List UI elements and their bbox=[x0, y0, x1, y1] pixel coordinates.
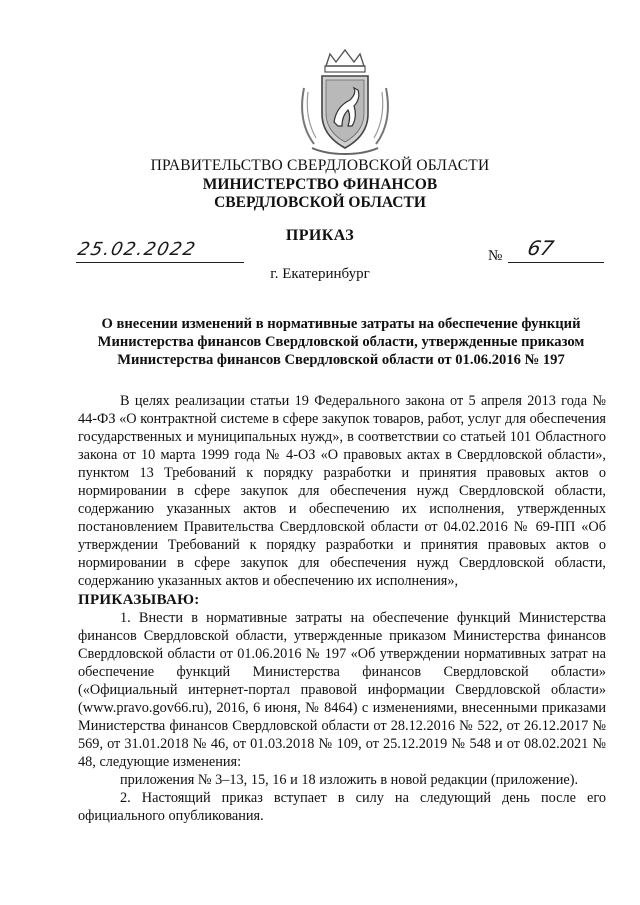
document-body bbox=[78, 392, 606, 825]
number-label: № bbox=[488, 248, 503, 264]
order-word: ПРИКАЗЫВАЮ: bbox=[78, 591, 200, 608]
ministry-name-line2: СВЕРДЛОВСКОЙ ОБЛАСТИ bbox=[214, 194, 426, 211]
government-name: ПРАВИТЕЛЬСТВО СВЕРДЛОВСКОЙ ОБЛАСТИ bbox=[150, 157, 490, 174]
handwritten-number: 67 bbox=[525, 236, 557, 260]
item-2-paragraph: 2. Настоящий приказ вступает в силу на следующий день после его официального опубликования. bbox=[78, 790, 606, 825]
preamble-paragraph: В целях реализации статьи 19 Федерального закона от 5 апреля 2013 года № 44-ФЗ «О контрактной системе в сфере закупок товаров, работ, услуг для обеспечения государственных и муниципальных нужд», в соответствии со статьей 101 Областного закона от 10 марта 1999 года № 4-ОЗ «О правовых актах в Свердловской области», пунктом 13 Требований к порядку разработки и принятия правовых актов о нормировании в сфере закупок для обеспечения нужд Свердловской области, содержанию указанных актов и обеспечению их исполнения, утвержденных постановлением Правительства Свердловской области от 04.02.2016 № 69-ПП «Об утверждении Требований к порядку разработки и принятия правовых актов о нормировании в сфере закупок для обеспечения нужд Свердловской области, содержанию указанных актов и обеспечению их исполнения», bbox=[78, 393, 606, 590]
item-1-subparagraph: приложения № 3–13, 15, 16 и 18 изложить в новой редакции (приложение). bbox=[120, 771, 579, 788]
city: г. Екатеринбург bbox=[270, 266, 370, 282]
document-type-heading: ПРИКАЗ bbox=[285, 227, 355, 244]
coat-of-arms-emblem bbox=[296, 48, 394, 158]
handwritten-date: 25.02.2022 bbox=[75, 239, 199, 260]
document-title: О внесении изменений в нормативные затраты на обеспечение функций Министерства финансов Свердловской области, утвержденные приказом Министерства финансов Свердловской области от 01.06.2016 № 197 bbox=[97, 316, 585, 368]
ministry-name-line1: МИНИСТЕРСТВО ФИНАНСОВ bbox=[202, 176, 438, 193]
item-1-paragraph: 1. Внести в нормативные затраты на обеспечение функций Министерства финансов Свердловской области, утвержденные приказом Министерства финансов Свердловской области от 01.06.2016 № 197 «Об утверждении нормативных затрат на обеспечение функций Министерства финансов Свердловской области» («Официальный интернет-портал правовой информации Свердловской области» (www.pravo.gov66.ru), 2016, 6 июня, № 8464) с изменениями, внесенными приказами Министерства финансов Свердловской области от 28.12.2016 № 522, от 26.12.2017 № 569, от 31.01.2018 № 46, от 01.03.2018 № 109, от 25.12.2019 № 548 и от 08.02.2021 № 48, следующие изменения: bbox=[78, 609, 606, 770]
number-underline bbox=[508, 244, 604, 263]
